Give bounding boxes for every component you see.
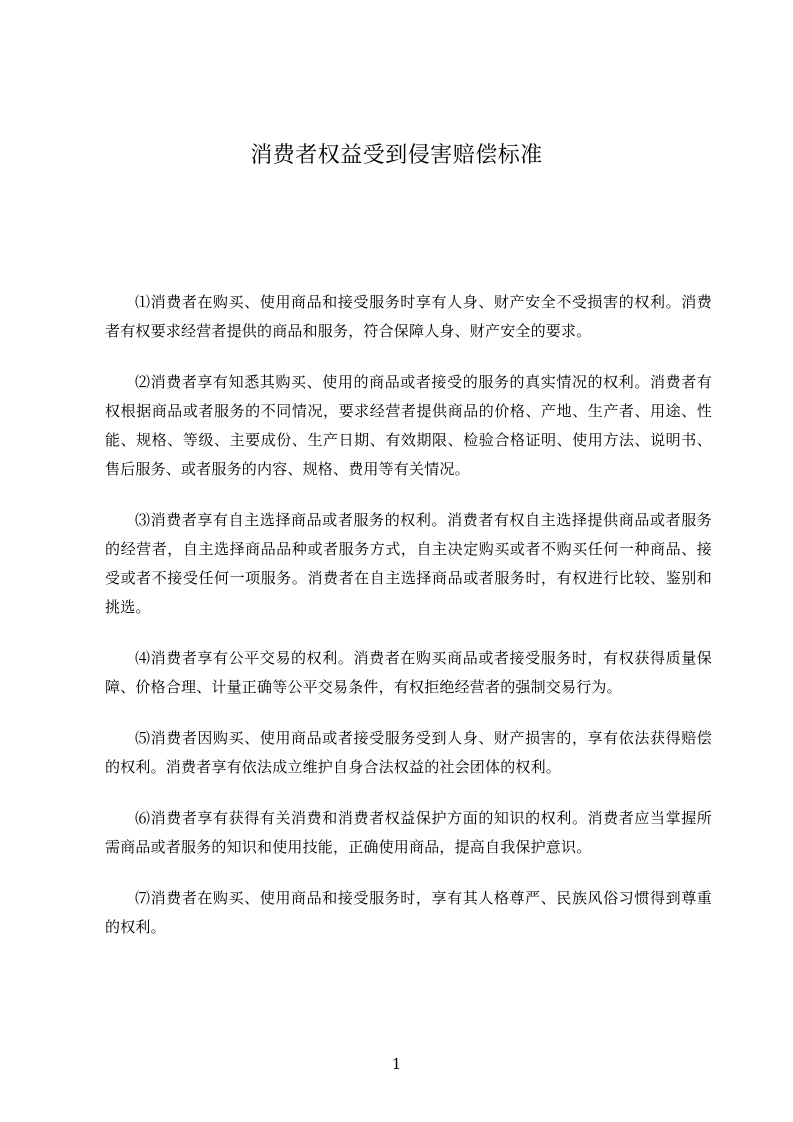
clause-4: ⑷消费者享有公平交易的权利。消费者在购买商品或者接受服务时，有权获得质量保障、价格合理、计量正确等公平交易条件，有权拒绝经营者的强制交易行为。 [105, 649, 712, 696]
document-body [105, 288, 712, 964]
clause-6: ⑹消费者享有获得有关消费和消费者权益保护方面的知识的权利。消费者应当掌握所需商品或者服务的知识和使用技能，正确使用商品，提高自我保护意识。 [105, 809, 712, 856]
clause-1: ⑴消费者在购买、使用商品和接受服务时享有人身、财产安全不受损害的权利。消费者有权要求经营者提供的商品和服务，符合保障人身、财产安全的要求。 [105, 293, 712, 340]
page-title: 消费者权益受到侵害赔偿标准 [250, 143, 543, 168]
page-number: 1 [391, 1055, 402, 1073]
clause-5: ⑸消费者因购买、使用商品或者接受服务受到人身、财产损害的，享有依法获得赔偿的权利。消费者享有依法成立维护自身合法权益的社会团体的权利。 [105, 729, 712, 776]
clause-7: ⑺消费者在购买、使用商品和接受服务时，享有其人格尊严、民族风俗习惯得到尊重的权利。 [105, 889, 712, 936]
clause-2: ⑵消费者享有知悉其购买、使用的商品或者接受的服务的真实情况的权利。消费者有权根据商品或者服务的不同情况，要求经营者提供商品的价格、产地、生产者、用途、性能、规格、等级、主要成份、生产日期、有效期限、检验合格证明、使用方法、说明书、售后服务、或者服务的内容、规格、费用等有关情况。 [105, 373, 712, 478]
clause-3: ⑶消费者享有自主选择商品或者服务的权利。消费者有权自主选择提供商品或者服务的经营者，自主选择商品品种或者服务方式，自主决定购买或者不购买任何一种商品、接受或者不接受任何一项服务。消费者在自主选择商品或者服务时，有权进行比较、鉴别和挑选。 [105, 511, 712, 616]
